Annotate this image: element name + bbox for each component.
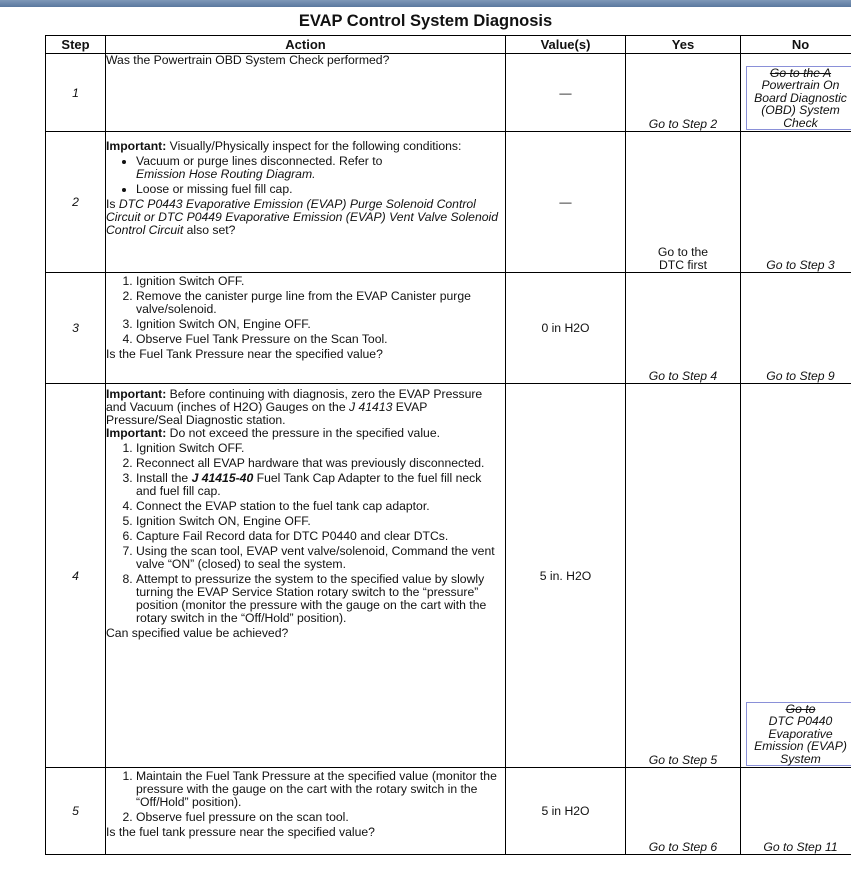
list-item: • Loose or missing fuel fill cap. [136, 183, 505, 196]
value-cell: 5 in. H2O [506, 384, 626, 768]
action-question: Is the fuel tank pressure near the specified value? [106, 825, 375, 839]
yes-cell: Go to the DTC first [626, 132, 741, 273]
step-number: 5 [46, 768, 106, 855]
table-row [46, 384, 851, 768]
list-item: 4. Observe Fuel Tank Pressure on the Scan Tool. [136, 333, 505, 346]
page-title: EVAP Control System Diagnosis [298, 12, 553, 30]
diagnosis-table [45, 35, 851, 855]
no-cell: Go to Step 9 [741, 273, 851, 384]
table-header-row [46, 36, 851, 54]
list-item: 3. Ignition Switch ON, Engine OFF. [136, 318, 505, 331]
step-number: 1 [46, 54, 106, 132]
list-item: 7. Using the scan tool, EVAP vent valve/solenoid, Command the vent valve “ON” (closed) to seal the system. [136, 545, 505, 571]
table-row [46, 54, 851, 132]
header-no: No [741, 36, 851, 54]
no-cell: Go to Step 3 [741, 132, 851, 273]
header-values: Value(s) [506, 36, 626, 54]
step-number: 4 [46, 384, 106, 768]
list-item: 2. Remove the canister purge line from the EVAP Canister purge valve/solenoid. [136, 290, 505, 316]
action-question: Is the Fuel Tank Pressure near the specified value? [106, 347, 383, 361]
list-item: 1. Maintain the Fuel Tank Pressure at the specified value (monitor the pressure with the gauge on the cart with the rotary switch in the “Off/Hold” position). [136, 770, 505, 809]
table-row [46, 273, 851, 384]
value-cell: 5 in H2O [506, 768, 626, 855]
go-to-dtc-p0440-link[interactable]: Go to DTC P0440 Evaporative Emission (EVAP) System [746, 702, 851, 767]
no-cell [741, 54, 851, 132]
no-cell: Go to Step 11 [741, 768, 851, 855]
step-number: 2 [46, 132, 106, 273]
yes-cell: Go to Step 2 [626, 54, 741, 132]
list-item: • Vacuum or purge lines disconnected. Refer to Emission Hose Routing Diagram. [136, 155, 505, 181]
action-cell [106, 273, 506, 384]
list-item: 1. Ignition Switch OFF. [136, 275, 505, 288]
action-cell: Important: Before continuing with diagnosis, zero the EVAP Pressure and Vacuum (inches of H2O) Gauges on the J 41413 EVAP Pressure/Seal Diagnostic station. Important: Do not exceed the pressure in the specified value. 1. Ignition Switch OFF. 2. Reconnect all EVAP hardware that was previously disconnected. 3. Install the J 41415-40 Fuel Tank Cap Adapter to the fuel fill neck and fuel fill cap. 4. Connect the EVAP station to the fuel tank cap adaptor. 5. Ignition Switch ON, Engine OFF. 6. Capture Fail Record data for DTC P0440 and clear DTCs. 7. Using the scan tool, EVAP vent valve/solenoid, Command the vent valve “ON” (closed) to seal the system. 8. Attempt to pressurize the system to the specified value by slowly turning the EVAP Service Station rotary switch to the “pressure” position (monitor the pressure with the gauge on the cart with the rotary switch in the “Off/Hold” position). Can specified value be achieved? [106, 384, 506, 768]
list-item: 2. Observe fuel pressure on the scan tool. [136, 811, 505, 824]
step-number: 3 [46, 273, 106, 384]
value-cell: — [506, 132, 626, 273]
list-item: 4. Connect the EVAP station to the fuel tank cap adaptor. [136, 500, 505, 513]
action-cell [106, 768, 506, 855]
action-cell [106, 54, 506, 132]
header-yes: Yes [626, 36, 741, 54]
table-row [46, 132, 851, 273]
list-item: 1. Ignition Switch OFF. [136, 442, 505, 455]
yes-cell: Go to Step 4 [626, 273, 741, 384]
value-cell: 0 in H2O [506, 273, 626, 384]
list-item: 3. Install the J 41415-40 Fuel Tank Cap Adapter to the fuel fill neck and fuel fill cap. [136, 472, 505, 498]
action-text: Was the Powertrain OBD System Check performed? [106, 53, 390, 67]
window-top-bar [0, 0, 851, 7]
go-to-obd-check-link[interactable]: Go to the A Powertrain On Board Diagnostic (OBD) System Check [746, 66, 851, 131]
table-row [46, 768, 851, 855]
action-question: Can specified value be achieved? [106, 626, 289, 640]
yes-cell: Go to Step 5 [626, 384, 741, 768]
list-item: 6. Capture Fail Record data for DTC P0440 and clear DTCs. [136, 530, 505, 543]
no-cell [741, 384, 851, 768]
value-cell: — [506, 54, 626, 132]
header-step: Step [46, 36, 106, 54]
list-item: 8. Attempt to pressurize the system to the specified value by slowly turning the EVAP Service Station rotary switch to the “pressure” position (monitor the pressure with the gauge on the cart with the rotary switch in the “Off/Hold” position). [136, 573, 505, 625]
yes-cell: Go to Step 6 [626, 768, 741, 855]
list-item: 5. Ignition Switch ON, Engine OFF. [136, 515, 505, 528]
list-item: 2. Reconnect all EVAP hardware that was previously disconnected. [136, 457, 505, 470]
action-cell: Important: Visually/Physically inspect for the following conditions: • Vacuum or purge lines disconnected. Refer to Emission Hose Routing Diagram. • Loose or missing fuel fill cap. Is DTC P0443 Evaporative Emission (EVAP) Purge Solenoid Control Circuit or DTC P0449 Evaporative Emission (EVAP) Vent Valve Solenoid Control Circuit also set? [106, 132, 506, 273]
header-action: Action [106, 36, 506, 54]
